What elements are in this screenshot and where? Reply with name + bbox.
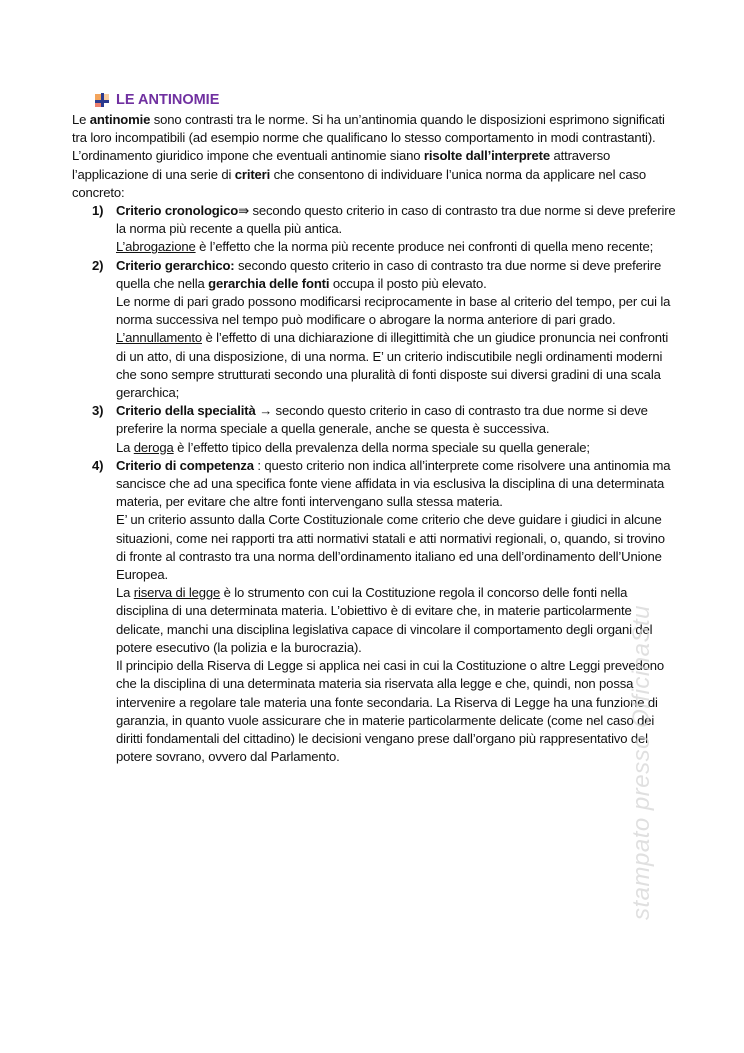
effect-term: L’abrogazione <box>116 239 196 255</box>
criterion-competence <box>72 457 678 766</box>
bold-term: gerarchia delle fonti <box>208 275 330 291</box>
bullet-cross-icon <box>94 92 110 108</box>
criterion-chronological <box>72 202 678 257</box>
criteria-list <box>72 202 678 766</box>
watermark: stampato presso OfficinaStu <box>628 605 655 920</box>
text: occupa il posto più elevato. <box>329 275 487 291</box>
text: Le <box>72 112 90 127</box>
criterion-title: Criterio gerarchico: <box>116 257 235 273</box>
text: La <box>116 585 134 601</box>
arrow-icon: ⇛ <box>238 203 249 219</box>
bold-term: antinomie <box>89 112 151 127</box>
arrow-icon: → <box>255 403 273 419</box>
criterion-hierarchical <box>72 257 678 403</box>
criterion-speciality <box>72 402 678 457</box>
text: secondo questo criterio in caso di contrasto tra due norme si deve preferire la norma più recente a quella più antica. <box>116 203 676 237</box>
list-number: 2) <box>92 257 104 273</box>
effect-term: deroga <box>133 439 174 455</box>
list-number: 1) <box>92 203 104 219</box>
bold-term: criteri <box>234 166 271 182</box>
section-title: LE ANTINOMIE <box>116 91 220 108</box>
text: La <box>116 439 134 455</box>
text: è l’effetto tipico della prevalenza della norma speciale su quella generale; <box>173 439 590 455</box>
text: secondo questo criterio in caso di contrasto tra due norme si deve preferire la norma speciale a quella generale, anche se questa è successiva. <box>116 403 648 437</box>
text: secondo questo criterio in caso di contrasto tra due norme si deve preferire quella che nella <box>116 257 662 291</box>
criterion-title: Criterio della specialità <box>116 403 256 419</box>
text: è lo strumento con cui la Costituzione regola il concorso delle fonti nella disciplina di una determinata materia. L’obiettivo è di evitare che, in materie particolarmente delicate, manchi una disciplina legislativa capace di vincolare il comportamento degli organi del potere esecutivo (la polizia e la burocrazia). <box>116 585 653 655</box>
list-number: 3) <box>92 403 104 419</box>
document-page <box>72 90 678 766</box>
criterion-title: Criterio di competenza <box>116 457 254 473</box>
effect-term: riserva di legge <box>133 585 221 601</box>
paragraph: E’ un criterio assunto dalla Corte Costituzionale come criterio che deve guidare i giudici in alcune situazioni, come nei rapporti tra atti normativi statali e atti normativi regionali, o, quando, si trovino di fronte al contrasto tra una norma dell’ordinamento italiano ed una dell’ordinamento dell’Unione Europea. <box>116 512 665 583</box>
paragraph: Le norme di pari grado possono modificarsi reciprocamente in base al criterio del tempo, per cui la norma successiva nel tempo può modificare o abrogare la norma anteriore di pari grado. <box>116 294 671 328</box>
text: sono contrasti tra le norme. Si ha un’antinomia quando le disposizioni esprimono significati tra loro incompatibili (ad esempio norme che qualificano lo stesso comportamento in modi contrastanti). <box>72 112 665 146</box>
effect-term: L’annullamento <box>116 330 202 346</box>
paragraph: Il principio della Riserva di Legge si applica nei casi in cui la Costituzione o altre Leggi prevedono che la disciplina di una determinata materia sia riservata alla legge e che, quindi, non possa intervenire a regolare tale materia una fonte secondaria. La Riserva di Legge ha una funzione di garanzia, in quanto vuole assicurare che in materie particolarmente delicate (come nel caso dei diritti fondamentali del cittadino) le decisioni vengano prese dall’organo più rappresentativo del potere sovrano, ovvero dal Parlamento. <box>116 658 665 765</box>
text: che consentono di individuare l’unica norma da applicare nel caso concreto: <box>72 166 646 200</box>
section-heading <box>94 90 678 110</box>
intro-paragraph-1 <box>72 111 678 147</box>
text: è l’effetto di una dichiarazione di illegittimità che un giudice pronuncia nei confronti di un atto, di una disposizione, di una norma. E’ un criterio indiscutibile negli ordinamenti moderni che sono sempre strutturati secondo una pluralità di fonti disposte sui diversi gradini di una scala gerarchica; <box>116 330 669 401</box>
text: : questo criterio non indica all’interprete come risolvere una antinomia ma sancisce che ad una specifica fonte viene affidata in via esclusiva la disciplina di una determinata materia, per evitare che altre fonti intervengano sulla stessa materia. <box>116 457 671 510</box>
list-number: 4) <box>92 457 104 473</box>
text: attraverso l’applicazione di una serie di <box>72 148 611 182</box>
criterion-title: Criterio cronologico <box>116 203 239 219</box>
intro-paragraph-2 <box>72 147 678 202</box>
text: è l’effetto che la norma più recente produce nei confronti di quella meno recente; <box>195 239 654 255</box>
bold-term: risolte dall’interprete <box>423 148 550 164</box>
text: L’ordinamento giuridico impone che eventuali antinomie siano <box>72 148 424 164</box>
